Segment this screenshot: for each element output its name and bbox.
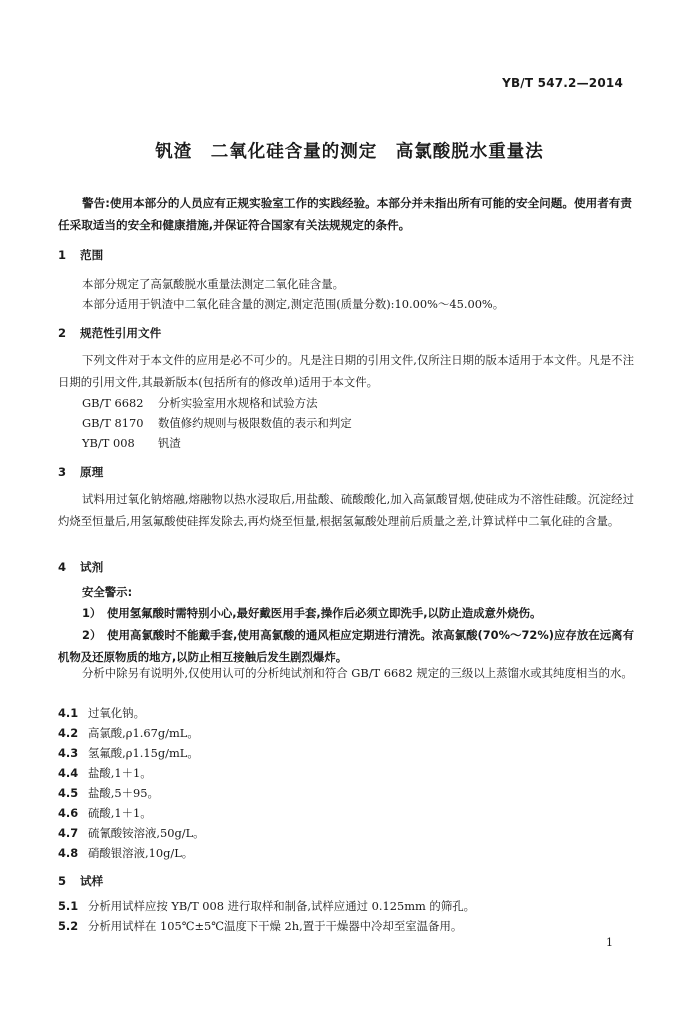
reagent-item: [58, 764, 638, 782]
section-number: 4: [58, 560, 67, 574]
section-number: 1: [58, 248, 67, 262]
item-number: 4.4: [58, 766, 79, 780]
item-text: 高氯酸,ρ1.67g/mL。: [88, 726, 199, 740]
section-title: 原理: [80, 465, 104, 479]
reagent-item: [58, 724, 638, 742]
section-2-intro: 下列文件对于本文件的应用是必不可少的。凡是注日期的引用文件,仅所注日期的版本适用于本文件。凡是不注日期的引用文件,其最新版本(包括所有的修改单)适用于本文件。: [58, 353, 634, 389]
item-text: 硝酸银溶液,10g/L。: [88, 846, 194, 860]
section-number: 2: [58, 326, 67, 340]
item-number: 4.8: [58, 846, 79, 860]
reagent-item: [58, 784, 638, 802]
section-number: 5: [58, 874, 67, 888]
reagent-item: [58, 804, 638, 822]
item-text: 盐酸,1＋1。: [88, 766, 152, 780]
section-5-heading: [58, 872, 638, 890]
reference-code: GB/T 8170: [82, 416, 144, 430]
section-4-intro: 分析中除另有说明外,仅使用认可的分析纯试剂和符合 GB/T 6682 规定的三级以上蒸馏水或其纯度相当的水。: [82, 666, 633, 680]
reagent-item: [58, 744, 638, 762]
item-number: 4.1: [58, 706, 79, 720]
reference-title: 钒渣: [158, 436, 181, 450]
reagent-item: [58, 844, 638, 862]
reference-title: 分析实验室用水规格和试验方法: [158, 396, 318, 410]
section-3-heading: [58, 463, 638, 481]
item-number: 5.2: [58, 919, 79, 933]
reagent-item: [58, 704, 638, 722]
item-text: 硫氰酸铵溶液,50g/L。: [88, 826, 205, 840]
reference-item: [82, 434, 662, 452]
reference-code: GB/T 6682: [82, 396, 144, 410]
item-number: 4.5: [58, 786, 79, 800]
item-text: 分析用试样应按 YB/T 008 进行取样和制备,试样应通过 0.125mm 的筛孔。: [88, 899, 475, 913]
item-number: 4.6: [58, 806, 79, 820]
section-3-paragraph: 试料用过氧化钠熔融,熔融物以热水浸取后,用盐酸、硫酸酸化,加入高氯酸冒烟,使硅成为不溶性硅酸。沉淀经过灼烧至恒量后,用氢氟酸使硅挥发除去,再灼烧至恒量,根据氢氟酸处理前后质量之差,计算试样中二氧化硅的含量。: [58, 492, 634, 528]
safety-warning-1: 1） 使用氢氟酸时需特别小心,最好戴医用手套,操作后必须立即洗手,以防止造成意外烧伤。: [82, 606, 542, 620]
section-title: 试样: [80, 874, 104, 888]
reference-item: [82, 414, 662, 432]
section-number: 3: [58, 465, 67, 479]
section-1-paragraph-2: 本部分适用于钒渣中二氧化硅含量的测定,测定范围(质量分数):10.00%～45.00%。: [82, 297, 505, 311]
section-title: 范围: [80, 248, 104, 262]
item-text: 分析用试样在 105℃±5℃温度下干燥 2h,置于干燥器中冷却至室温备用。: [88, 919, 463, 933]
page-number: 1: [606, 936, 613, 949]
sample-item: [58, 897, 638, 915]
item-text: 过氧化钠。: [88, 706, 145, 720]
reference-title: 数值修约规则与极限数值的表示和判定: [158, 416, 352, 430]
section-4-heading: [58, 558, 638, 576]
section-2-heading: [58, 324, 638, 342]
item-number: 4.7: [58, 826, 79, 840]
document-title: 钒渣 二氧化硅含量的测定 高氯酸脱水重量法: [155, 142, 544, 162]
warning-paragraph: 警告:使用本部分的人员应有正规实验室工作的实践经验。本部分并未指出所有可能的安全问题。使用者有责任采取适当的安全和健康措施,并保证符合国家有关法规规定的条件。: [58, 196, 632, 232]
reagent-item: [58, 824, 638, 842]
standard-number: YB/T 547.2—2014: [502, 76, 623, 90]
reference-item: [82, 394, 662, 412]
safety-warning-2: 2） 使用高氯酸时不能戴手套,使用高氯酸的通风柜应定期进行清洗。浓高氯酸(70%～72%)应存放在远离有机物及还原物质的地方,以防止相互接触后发生剧烈爆炸。: [58, 628, 634, 664]
item-text: 氢氟酸,ρ1.15g/mL。: [88, 746, 199, 760]
section-title: 试剂: [80, 560, 104, 574]
sample-item: [58, 917, 638, 935]
item-number: 4.2: [58, 726, 79, 740]
item-text: 盐酸,5＋95。: [88, 786, 159, 800]
item-number: 4.3: [58, 746, 79, 760]
safety-warning-title: 安全警示:: [82, 585, 133, 599]
section-1-paragraph-1: 本部分规定了高氯酸脱水重量法测定二氧化硅含量。: [82, 277, 344, 291]
reference-code: YB/T 008: [82, 436, 135, 450]
item-number: 5.1: [58, 899, 79, 913]
section-1-heading: [58, 246, 638, 264]
item-text: 硫酸,1＋1。: [88, 806, 152, 820]
section-title: 规范性引用文件: [80, 326, 162, 340]
